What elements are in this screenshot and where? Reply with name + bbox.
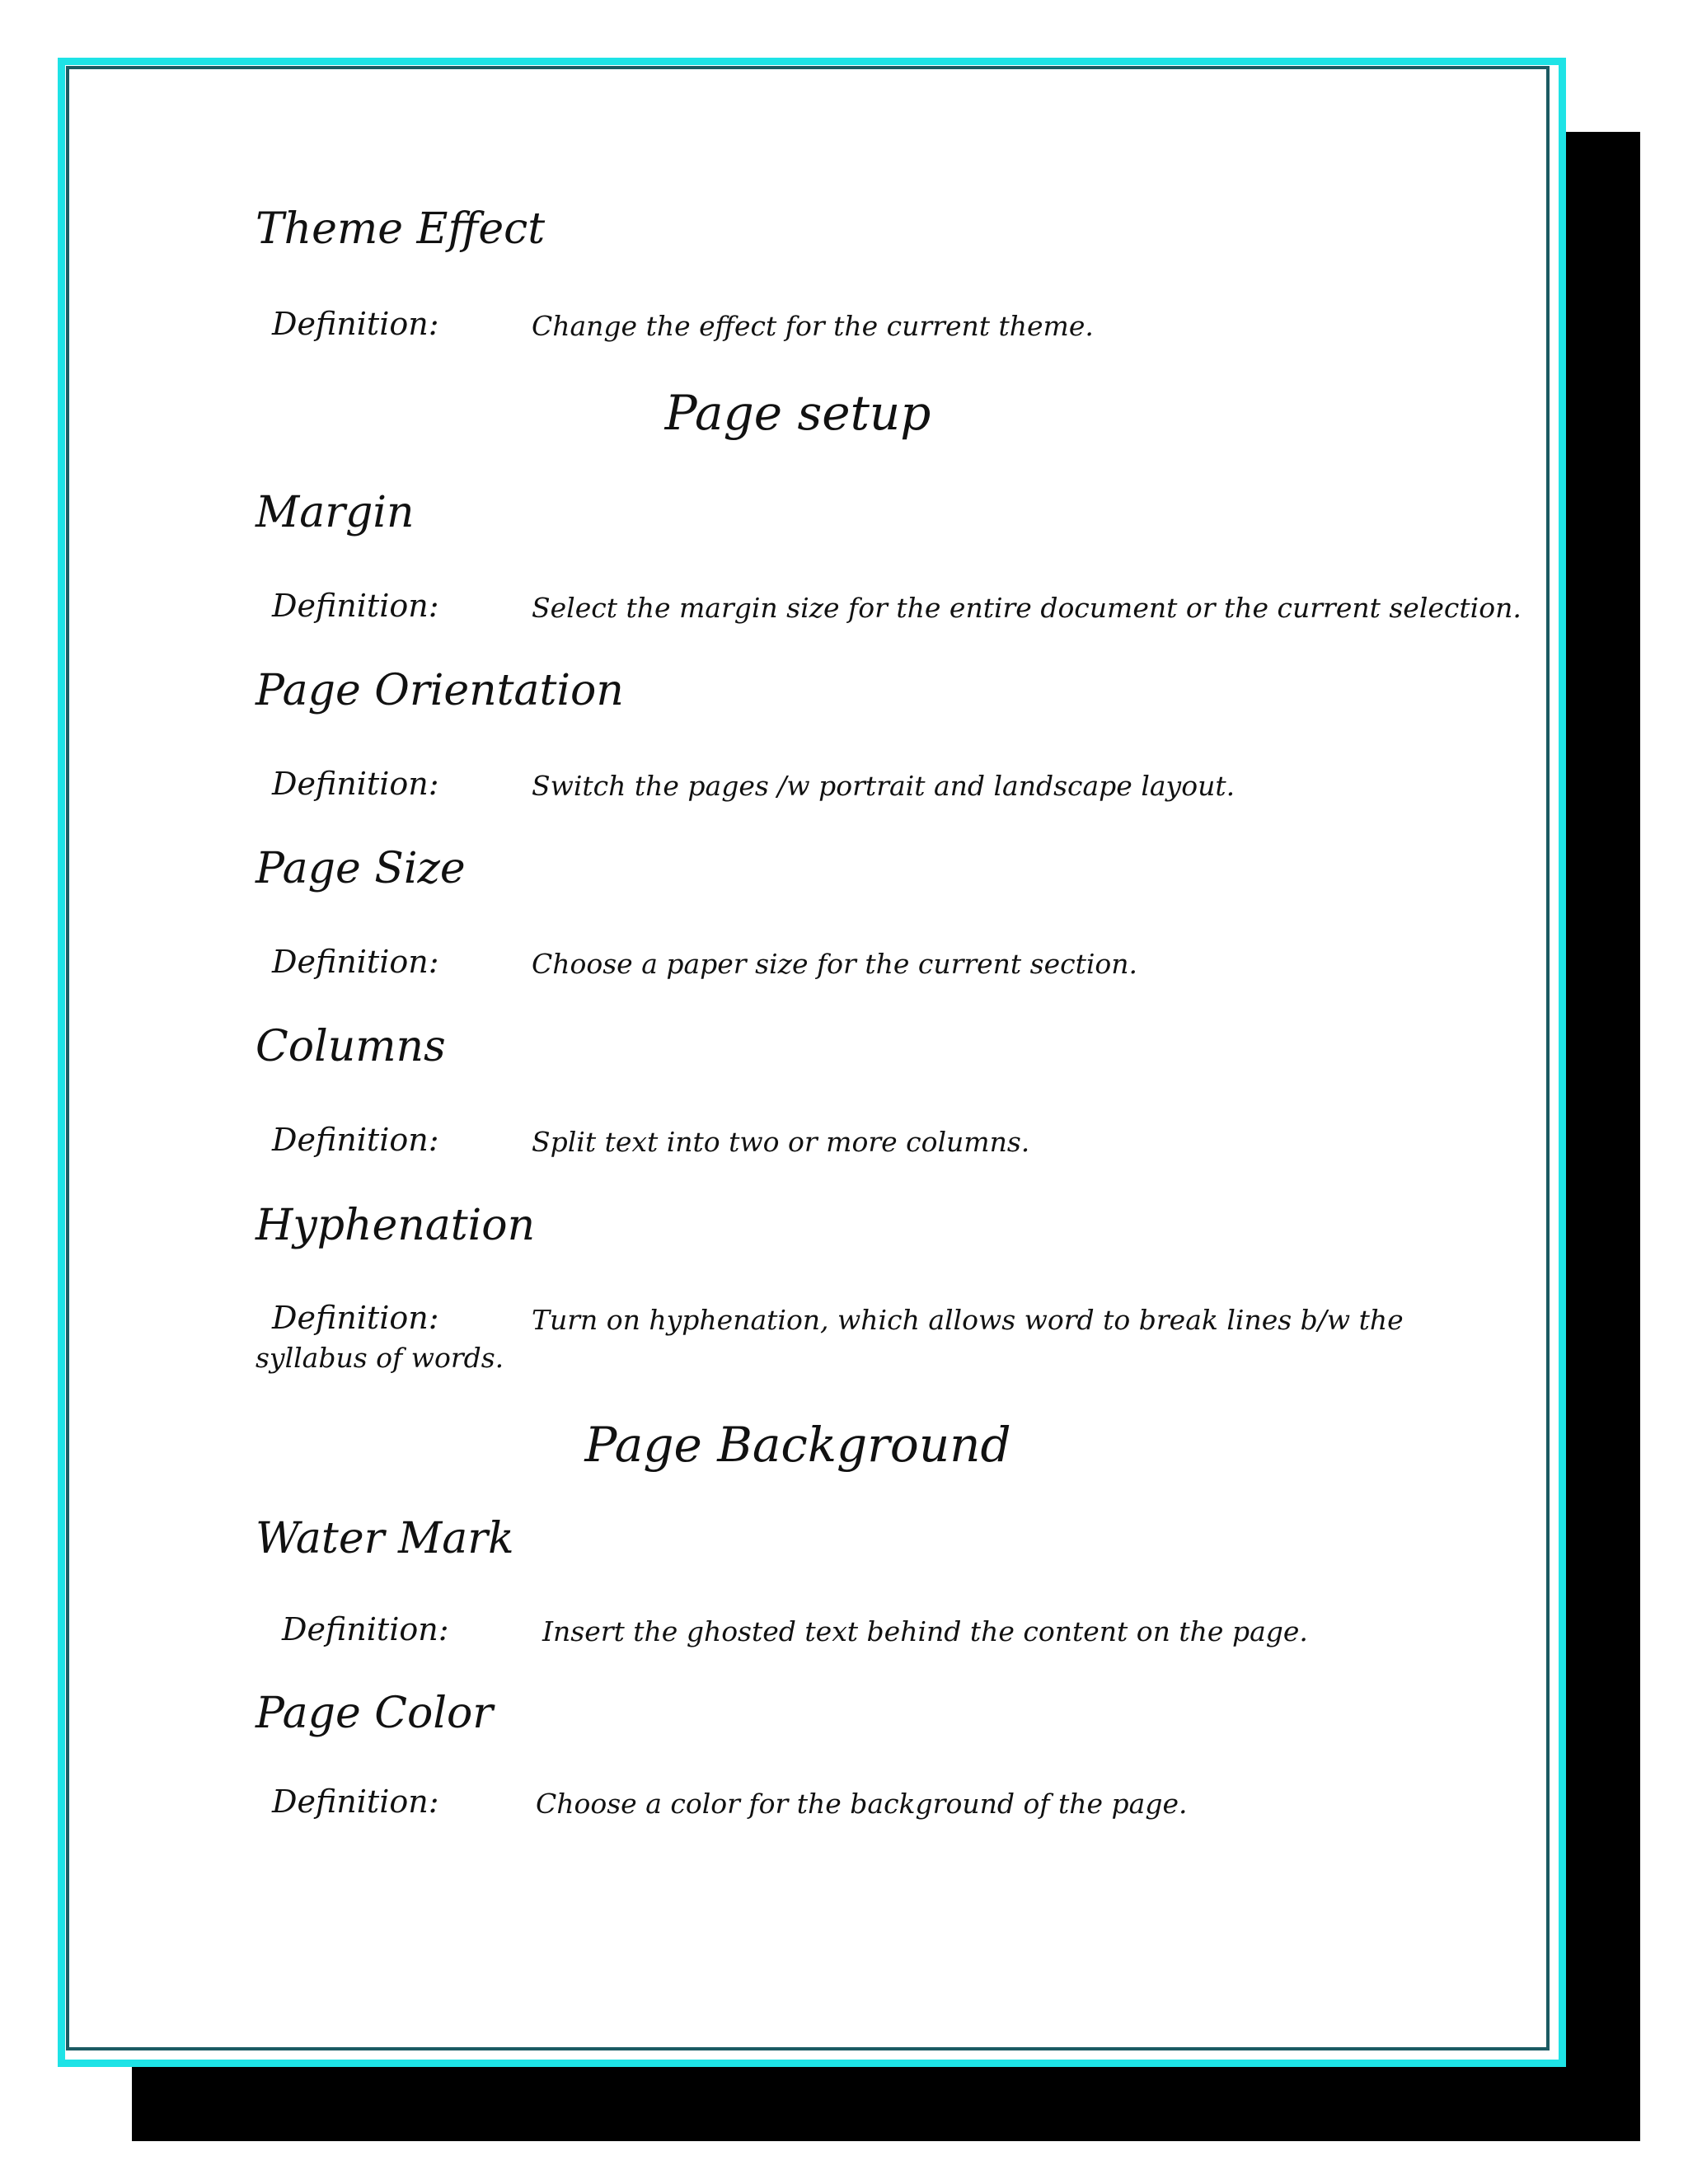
term-heading: Page Size bbox=[256, 844, 466, 893]
definition-text-continuation: syllabus of words. bbox=[256, 1342, 504, 1374]
definition-text: Choose a paper size for the current section. bbox=[532, 948, 1138, 980]
section-title-page-background: Page Background bbox=[584, 1417, 1011, 1473]
definition-text: Turn on hyphenation, which allows word to break lines b/w the bbox=[532, 1304, 1404, 1336]
definition-text: Select the margin size for the entire document or the current selection. bbox=[532, 592, 1522, 624]
definition-label: Definition: bbox=[272, 1300, 439, 1336]
definition-text: Choose a color for the background of the page. bbox=[536, 1788, 1188, 1820]
term-heading: Columns bbox=[256, 1022, 446, 1071]
term-heading: Page Orientation bbox=[256, 666, 624, 715]
definition-text: Change the effect for the current theme. bbox=[532, 310, 1094, 342]
definition-text: Insert the ghosted text behind the content on the page. bbox=[542, 1615, 1308, 1647]
definition-label: Definition: bbox=[272, 944, 439, 980]
term-heading: Page Color bbox=[256, 1689, 494, 1738]
definition-label: Definition: bbox=[272, 1783, 439, 1820]
definition-text: Split text into two or more columns. bbox=[532, 1126, 1030, 1158]
definition-label: Definition: bbox=[272, 1122, 439, 1158]
term-heading: Water Mark bbox=[256, 1514, 514, 1563]
term-heading: Hyphenation bbox=[256, 1201, 536, 1250]
term-heading: Theme Effect bbox=[256, 204, 546, 254]
definition-text: Switch the pages /w portrait and landscape layout. bbox=[532, 770, 1236, 802]
definition-label: Definition: bbox=[282, 1611, 449, 1647]
definition-label: Definition: bbox=[272, 588, 439, 624]
term-heading: Margin bbox=[256, 488, 415, 537]
definition-label: Definition: bbox=[272, 766, 439, 802]
section-title-page-setup: Page setup bbox=[664, 385, 931, 441]
definition-label: Definition: bbox=[272, 306, 439, 342]
